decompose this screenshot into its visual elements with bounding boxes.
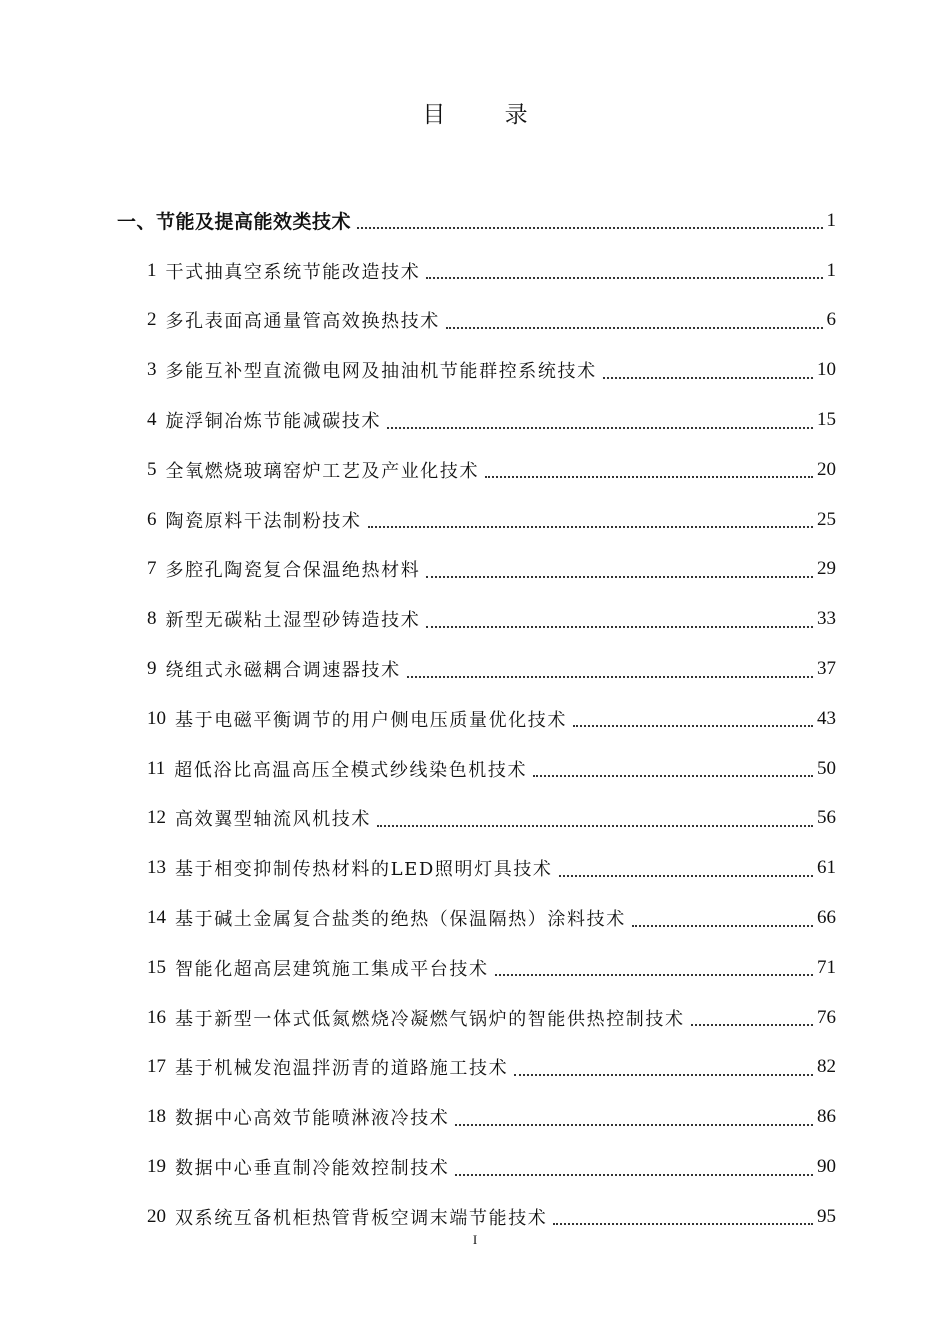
toc-item-number: 4 <box>147 409 157 431</box>
dot-leader <box>514 1073 813 1076</box>
toc-item-title: 多孔表面高通量管高效换热技术 <box>165 311 440 333</box>
toc-item[interactable] <box>0 594 950 644</box>
toc-section-row[interactable] <box>0 196 950 246</box>
toc-item[interactable] <box>0 1092 950 1142</box>
dot-leader <box>368 525 814 528</box>
page-title: 目 录 <box>422 102 554 128</box>
toc-item-page: 43 <box>817 707 836 729</box>
toc-item-number: 17 <box>147 1056 166 1078</box>
table-of-contents <box>0 196 950 1242</box>
toc-item[interactable] <box>0 694 950 744</box>
toc-item-page: 86 <box>817 1106 836 1128</box>
toc-item-page: 37 <box>817 658 836 680</box>
toc-item-title: 超低浴比高温高压全模式纱线染色机技术 <box>174 759 528 781</box>
toc-item[interactable] <box>0 1142 950 1192</box>
toc-item[interactable] <box>0 943 950 993</box>
toc-item-title: 基于机械发泡温拌沥青的道路施工技术 <box>175 1058 509 1080</box>
toc-item-title: 多腔孔陶瓷复合保温绝热材料 <box>165 560 421 582</box>
toc-item-title: 基于电磁平衡调节的用户侧电压质量优化技术 <box>175 709 567 731</box>
toc-item-number: 13 <box>147 857 166 879</box>
toc-item[interactable] <box>0 445 950 495</box>
toc-item-title: 多能互补型直流微电网及抽油机节能群控系统技术 <box>165 361 597 383</box>
dot-leader <box>407 675 813 678</box>
toc-item-page: 15 <box>817 409 836 431</box>
toc-item-title: 数据中心垂直制冷能效控制技术 <box>175 1158 450 1180</box>
toc-item-page: 33 <box>817 608 836 630</box>
toc-item-title: 陶瓷原料干法制粉技术 <box>165 510 362 532</box>
dot-leader <box>387 426 813 429</box>
dot-leader <box>426 625 813 628</box>
toc-item-page: 10 <box>817 359 836 381</box>
toc-item-number: 5 <box>147 458 157 480</box>
toc-item-page: 61 <box>817 857 836 879</box>
toc-item-number: 12 <box>147 807 166 829</box>
toc-item[interactable] <box>0 345 950 395</box>
dot-leader <box>573 724 813 727</box>
toc-item[interactable] <box>0 744 950 794</box>
toc-item[interactable] <box>0 495 950 545</box>
toc-item-page: 95 <box>817 1205 836 1227</box>
toc-item-page: 76 <box>817 1006 836 1028</box>
toc-item-page: 6 <box>826 309 836 331</box>
toc-item-number: 9 <box>147 658 157 680</box>
toc-item-title: 新型无碳粘土湿型砂铸造技术 <box>165 610 421 632</box>
toc-item-number: 2 <box>147 309 157 331</box>
toc-item-number: 14 <box>147 907 166 929</box>
toc-item-page: 66 <box>817 907 836 929</box>
toc-item-number: 3 <box>147 359 157 381</box>
dot-leader <box>426 575 813 578</box>
dot-leader <box>377 824 813 827</box>
toc-item-page: 82 <box>817 1056 836 1078</box>
toc-item[interactable] <box>0 644 950 694</box>
dot-leader <box>553 1222 813 1225</box>
dot-leader <box>485 475 813 478</box>
toc-item-title: 智能化超高层建筑施工集成平台技术 <box>175 958 489 980</box>
toc-item-number: 8 <box>147 608 157 630</box>
dot-leader <box>446 326 823 329</box>
dot-leader <box>603 376 813 379</box>
dot-leader <box>426 276 822 279</box>
dot-leader <box>495 973 813 976</box>
toc-item-title: 高效翼型轴流风机技术 <box>175 809 371 831</box>
dot-leader <box>455 1123 813 1126</box>
toc-item-number: 7 <box>147 558 157 580</box>
toc-item-number: 20 <box>147 1205 166 1227</box>
toc-item-title: 基于新型一体式低氮燃烧冷凝燃气锅炉的智能供热控制技术 <box>175 1008 685 1030</box>
toc-item-page: 50 <box>817 757 836 779</box>
toc-item[interactable] <box>0 794 950 844</box>
toc-item-number: 11 <box>147 757 166 779</box>
toc-item-page: 1 <box>826 259 836 281</box>
dot-leader <box>533 774 813 777</box>
toc-section-title: 一、节能及提高能效类技术 <box>117 211 352 234</box>
dot-leader <box>455 1173 813 1176</box>
toc-section-page: 1 <box>826 209 836 231</box>
toc-item-page: 29 <box>817 558 836 580</box>
toc-item-number: 1 <box>147 259 157 281</box>
toc-item[interactable] <box>0 296 950 346</box>
toc-item-title: 数据中心高效节能喷淋液冷技术 <box>175 1108 450 1130</box>
dot-leader <box>632 924 813 927</box>
toc-item[interactable] <box>0 843 950 893</box>
toc-item-title: 全氧燃烧玻璃窑炉工艺及产业化技术 <box>165 460 480 482</box>
toc-item[interactable] <box>0 246 950 296</box>
toc-item[interactable] <box>0 893 950 943</box>
dot-leader <box>559 874 813 877</box>
toc-item-number: 19 <box>147 1156 166 1178</box>
toc-item-title: 旋浮铜冶炼节能减碳技术 <box>165 411 382 433</box>
toc-item[interactable] <box>0 395 950 445</box>
toc-item-page: 90 <box>817 1156 836 1178</box>
toc-item[interactable] <box>0 1043 950 1093</box>
toc-item-page: 71 <box>817 956 836 978</box>
toc-item-title: 绕组式永磁耦合调速器技术 <box>165 660 401 682</box>
toc-item-number: 18 <box>147 1106 166 1128</box>
toc-item-number: 16 <box>147 1006 166 1028</box>
dot-leader <box>691 1023 813 1026</box>
toc-item[interactable] <box>0 993 950 1043</box>
toc-item-page: 56 <box>817 807 836 829</box>
toc-item[interactable] <box>0 545 950 595</box>
toc-item-title: 干式抽真空系统节能改造技术 <box>165 261 421 283</box>
toc-item-title: 基于碱土金属复合盐类的绝热（保温隔热）涂料技术 <box>175 909 626 931</box>
dot-leader <box>357 226 822 229</box>
toc-item-page: 20 <box>817 458 836 480</box>
toc-item-title: 双系统互备机柜热管背板空调末端节能技术 <box>175 1207 548 1229</box>
toc-item-page: 25 <box>817 508 836 530</box>
toc-item-number: 10 <box>147 707 166 729</box>
toc-item-number: 6 <box>147 508 157 530</box>
toc-item-title: 基于相变抑制传热材料的LED照明灯具技术 <box>175 859 553 881</box>
toc-item-number: 15 <box>147 956 166 978</box>
footer-page-number: I <box>472 1232 478 1247</box>
